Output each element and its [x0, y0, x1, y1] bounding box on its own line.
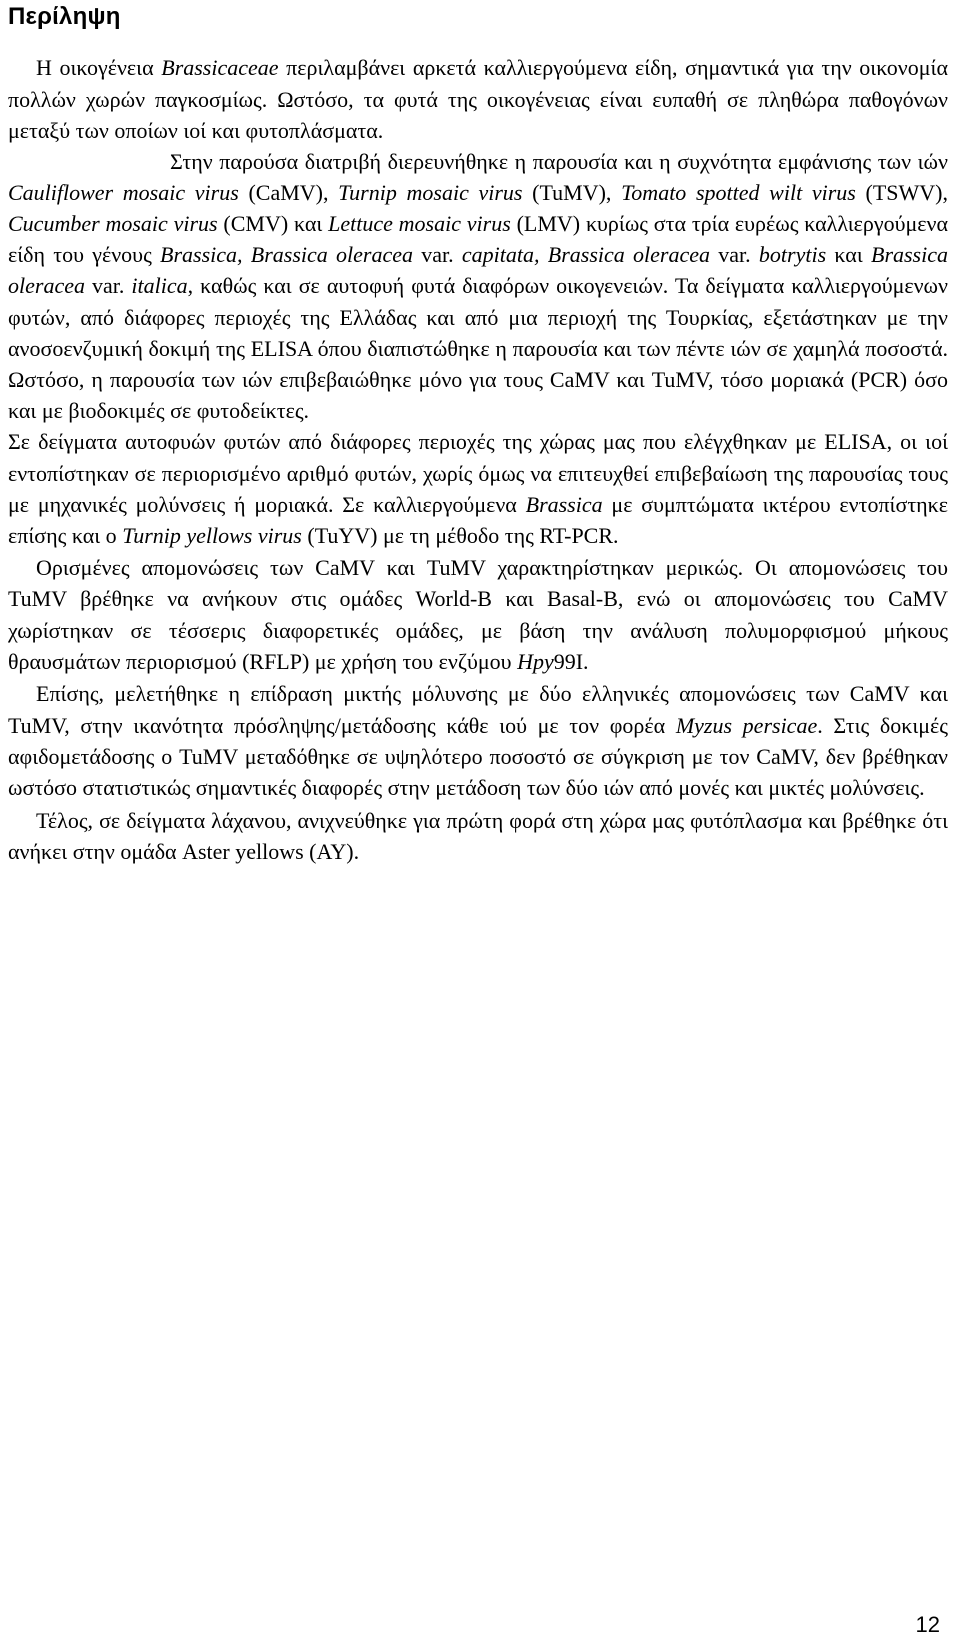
italic-text-run: Brassicaceae: [161, 55, 279, 80]
paragraph-6: [8, 805, 948, 868]
italic-text-run: capitata, Brassica oleracea: [461, 242, 711, 268]
paragraph-4: [8, 552, 948, 677]
paragraph-5: [8, 678, 948, 803]
text-run: Στην παρούσα διατριβή διερευνήθηκε η παρουσία και η συχνότητα εμφάνισης των ιών: [170, 148, 948, 174]
text-run: και: [826, 242, 871, 268]
italic-text-run: botrytis: [758, 242, 827, 268]
italic-text-run: Cucumber mosaic virus: [8, 210, 218, 236]
italic-text-run: Tomato spotted wilt virus: [621, 179, 856, 205]
italic-text-run: Hpy: [517, 649, 554, 675]
text-run: var.: [710, 242, 759, 268]
page-number: 12: [915, 1612, 940, 1637]
text-run: (CaMV),: [238, 179, 339, 205]
text-run: var.: [413, 242, 462, 268]
text-run: με συμπτώματα ικτέρου εντοπίστηκε επίσης και ο: [8, 491, 949, 548]
italic-text-run: Brassica, Brassica oleracea: [160, 242, 414, 268]
italic-text-run: Turnip yellows virus: [122, 522, 302, 548]
text-run: Ορισμένες απομονώσεις των CaMV και TuMV χαρακτηρίστηκαν μερικώς. Οι απομονώσεις του TuMV βρέθηκε να ανήκουν στις ομάδες World-B και Basal-B, ενώ οι απομονώσεις του CaMV χωρίστηκαν σε τέσσερις διαφορετικές ομάδες, με βάση την ανάλυση πολυμορφισμού μήκους θραυσμάτων περιορισμού (RFLP) με χρήση του ενζύμου: [8, 555, 948, 675]
paragraph-3: [8, 426, 948, 551]
text-run: . Στις δοκιμές αφιδομετάδοσης ο TuMV μεταδόθηκε σε υψηλότερο ποσοστό σε σύγκριση με τον CaMV, δεν βρέθηκαν ωστόσο στατιστικώς σημαντικές διαφορές στην μετάδοση των δύο ιών από μονές και μικτές μολύνσεις.: [8, 712, 948, 801]
italic-text-run: Brassica oleracea: [8, 242, 948, 299]
italic-text-run: italica: [131, 273, 188, 299]
text-run: 99I.: [553, 649, 589, 675]
italic-text-run: Cauliflower mosaic virus: [8, 179, 239, 205]
text-run: , καθώς και σε αυτοφυή φυτά διαφόρων οικογενειών. Τα δείγματα καλλιεργούμενων φυτών, από διάφορες περιοχές της Ελλάδας και από μια περιοχή της Τουρκίας, εξετάστηκαν με την ανοσοενζυμική δοκιμή της ELISA όπου διαπιστώθηκε η παρουσία και των πέντε ιών σε χαμηλά ποσοστά. Ωστόσο, η παρουσία των ιών επιβεβαιώθηκε μόνο για τους CaMV και TuMV, τόσο μοριακά (PCR) όσο και με βιοδοκιμές σε φυτοδείκτες.: [8, 273, 948, 424]
italic-text-run: Myzus persicae: [675, 712, 818, 738]
page-heading: Περίληψη: [8, 3, 121, 30]
text-run: Επίσης, μελετήθηκε η επίδραση μικτής μόλυνσης με δύο ελληνικές απομονώσεις των CaMV και TuMV, στην ικανότητα πρόσληψης/μετάδοσης κάθε ιού με τον φορέα: [8, 681, 948, 738]
italic-text-run: Brassica: [525, 491, 603, 517]
text-run: περιλαμβάνει αρκετά καλλιεργούμενα είδη, σημαντικά για την οικονομία πολλών χωρών παγκοσμίως. Ωστόσο, τα φυτά της οικογένειας είναι ευπαθή σε πληθώρα παθογόνων μεταξύ των οποίων ιοί και φυτοπλάσματα.: [8, 55, 948, 143]
text-run: Σε δείγματα αυτοφυών φυτών από διάφορες περιοχές της χώρας μας που ελέγχθηκαν με ELISA, οι ιοί εντοπίστηκαν σε περιορισμένο αριθμό φυτών, χωρίς όμως να επιτευχθεί επιβεβαίωση της παρουσίας τους με μηχανικές μολύνσεις ή μοριακά. Σε καλλιεργούμενα: [8, 429, 948, 517]
text-run: Τέλος, σε δείγματα λάχανου, ανιχνεύθηκε για πρώτη φορά στη χώρα μας φυτόπλασμα και βρέθηκε ότι ανήκει στην ομάδα Aster yellows (AY).: [8, 807, 948, 864]
italic-text-run: Turnip mosaic virus: [338, 179, 523, 205]
paragraph-1: [8, 52, 948, 147]
text-run: (LMV) κυρίως στα τρία ευρέως καλλιεργούμενα είδη του γένους: [8, 210, 948, 268]
italic-text-run: Lettuce mosaic virus: [328, 210, 511, 236]
text-run: (TSWV),: [855, 179, 948, 205]
paragraph-2: [8, 146, 948, 427]
document-page: [8, 0, 948, 867]
text-run: var.: [84, 273, 132, 299]
text-run: (TuMV),: [522, 179, 622, 205]
text-run: Η οικογένεια: [36, 55, 162, 80]
text-run: (TuYV) με τη μέθοδο της RT-PCR.: [301, 522, 619, 548]
text-run: (CMV) και: [217, 210, 329, 236]
